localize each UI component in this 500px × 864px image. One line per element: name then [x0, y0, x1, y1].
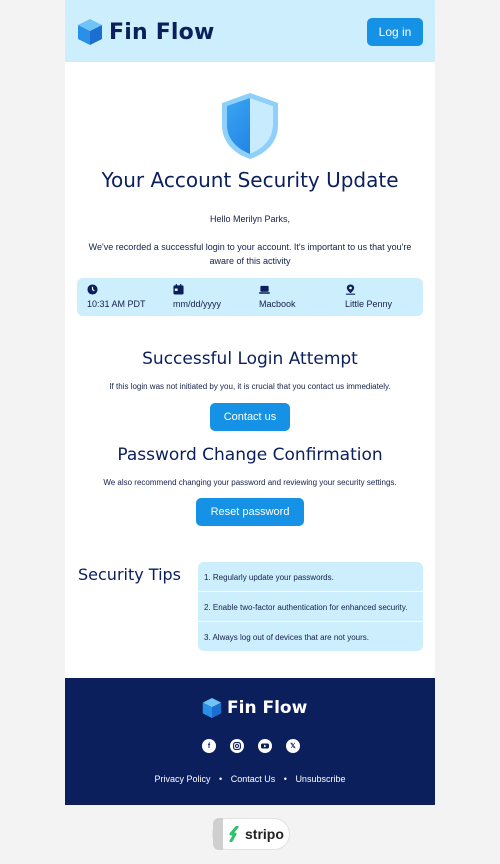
brand-name: Fin Flow: [109, 19, 215, 45]
contact-us-button[interactable]: Contact us: [210, 403, 290, 431]
x-icon[interactable]: 𝕏: [286, 739, 300, 753]
greeting-text: Hello Merilyn Parks,: [209, 214, 291, 224]
location-pin-icon: [345, 284, 356, 295]
clock-icon: [87, 284, 98, 295]
activity-location: Little Penny: [345, 284, 392, 309]
footer-links: [65, 774, 435, 784]
stripo-logo-icon: [227, 826, 241, 842]
activity-time: 10:31 AM PDT: [87, 284, 146, 309]
activity-device: Macbook: [259, 284, 296, 309]
security-tips-heading: Security Tips: [78, 565, 182, 584]
contact-us-link[interactable]: Contact Us: [230, 774, 276, 784]
brand-logo[interactable]: [77, 18, 215, 46]
social-links: [202, 739, 300, 753]
login-button[interactable]: Log in: [367, 18, 423, 46]
shield-icon: [219, 91, 281, 161]
header: [65, 0, 435, 62]
stripo-badge[interactable]: [212, 818, 290, 850]
activity-date: mm/dd/yyyy: [173, 284, 221, 309]
security-tips-list: [198, 562, 423, 651]
login-attempt-heading: Successful Login Attempt: [142, 349, 358, 369]
cube-logo-icon: [202, 697, 222, 719]
page-title: Your Account Security Update: [101, 168, 399, 192]
facebook-icon[interactable]: f: [202, 739, 216, 753]
privacy-policy-link[interactable]: Privacy Policy: [154, 774, 211, 784]
email-body: [65, 0, 435, 805]
password-change-text: We also recommend changing your password and reviewing your security settings.: [103, 478, 397, 487]
footer-brand-logo[interactable]: [202, 697, 307, 719]
login-attempt-text: If this login was not initiated by you, it is crucial that you contact us immediately.: [109, 382, 391, 391]
reset-password-button[interactable]: Reset password: [196, 498, 304, 526]
footer: [65, 678, 435, 805]
intro-text: We've recorded a successful login to your account. It's important to us that you're aware of this activity: [88, 242, 412, 266]
cube-logo-icon: [77, 18, 103, 46]
instagram-icon[interactable]: [230, 739, 244, 753]
calendar-icon: [173, 284, 184, 295]
separator: •: [219, 774, 223, 784]
badge-tab: [213, 818, 223, 850]
youtube-icon[interactable]: [258, 739, 272, 753]
list-item: 3. Always log out of devices that are not yours.: [204, 633, 369, 642]
unsubscribe-link[interactable]: Unsubscribe: [295, 774, 346, 784]
login-activity-bar: [77, 278, 423, 316]
laptop-icon: [259, 284, 270, 295]
separator: •: [283, 774, 287, 784]
password-change-heading: Password Change Confirmation: [117, 445, 383, 465]
stripo-label: stripo: [245, 826, 284, 842]
footer-brand-name: Fin Flow: [227, 698, 308, 718]
list-item: 1. Regularly update your passwords.: [198, 562, 423, 592]
list-item: 2. Enable two-factor authentication for enhanced security.: [198, 592, 423, 622]
